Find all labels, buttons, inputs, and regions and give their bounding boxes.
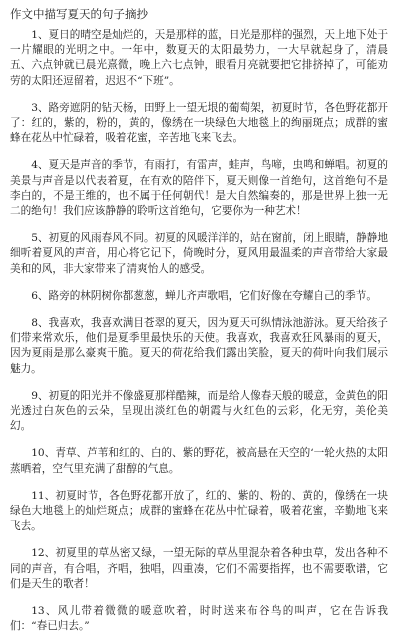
document-title: 作文中描写夏天的句子摘抄 [10,7,148,21]
paragraph: 11、初夏时节，各色野花都开放了，红的、紫的、粉的、黄的，像绣在一块绿色大地毯上的灿烂斑点；成群的蜜蜂在花丛中忙碌着，吸着花蜜，辛勤地飞来飞去。 [10,489,388,533]
paragraph: 8、我喜欢，我喜欢满目苍翠的夏天，因为夏天可纵情泳池游泳。夏天给孩子们带来常欢乐，他们是夏季里最快乐的天使。我喜欢，我喜欢狂风暴雨的夏天，因为夏雨是那么豪爽干脆。夏天的荷花给我们露出笑脸，夏天的荷叶向我们展示魅力。 [10,317,388,375]
paragraph: 12、初夏里的草丛密又绿，一望无际的草丛里混杂着各种虫草，发出各种不同的声音，有合唱，齐唱，独唱，四重凑，它们不需要指挥，也不需要歌谱，它们是天生的歌者！ [10,547,388,590]
paragraph: 1、夏日的晴空是灿烂的，天是那样的蓝，日光是那样的强烈，天上地下处于一片耀眼的光明之中。一年中，数夏天的太阳最势力，一大早就起身了，清晨五、六点钟就已晨光熹微，晚上六七点钟，眼看月亮就要把它排挤掉了，可能劝劳的太阳还逗留着，迟迟不“下班”。 [10,29,388,87]
paragraph: 4、夏天是声音的季节，有雨打，有雷声，蛙声，鸟啼，虫鸣和蝉唱。初夏的美景与声音是以代表着夏，在有欢的陪伴下，夏天则像一首绝句，这首绝句不是李白的，不是王维的，也不属于任何朝代！是大自然编奏的，那是世界上独一无二的绝句！我们应该静静的聆听这首绝句，它要你为一种艺术！ [10,159,388,218]
paragraph: 9、初夏的阳光并不像盛夏那样酷辣，而是给人像春天般的暖意，金黄色的阳光透过白灰色的云朵，呈现出淡红色的朝霞与火红色的云彩，化无穷，美伦美幻。 [10,389,388,433]
paragraph: 5、初夏的风雨春风不同。初夏的风暖洋洋的，站在窗前，闭上眼睛，静静地细听着夏风的声音，用心将它记下，倚晚时分，夏风用最温柔的声音带给大家最美和的风，非大家带来了清爽怡人的感受。 [10,232,388,275]
paragraph: 13、风儿带着微微的暖意吹着，时时送来布谷鸟的叫声，它在告诉我们：“春已归去。” [10,605,388,633]
paragraph: 10、青草、芦苇和红的、白的、紫的野花，被高悬在天空的‘一轮火热的太阳蒸晒着，空气里充满了甜醇的气息。 [10,447,388,475]
paragraph: 3、路旁遮阴的钻天杨，田野上一望无垠的葡萄架，初夏时节，各色野花都开了：红的，紫的，粉的，黄的，像绣在一块绿色大地毯上的绚丽斑点；成群的蜜蜂在花丛中忙碌着，吸着花蜜，辛苦地飞来飞去。 [10,101,388,145]
paragraph: 6、路旁的林阴树你都葱葱，蝉儿齐声歌唱，它们好像在夸耀自己的季节。 [31,289,377,302]
